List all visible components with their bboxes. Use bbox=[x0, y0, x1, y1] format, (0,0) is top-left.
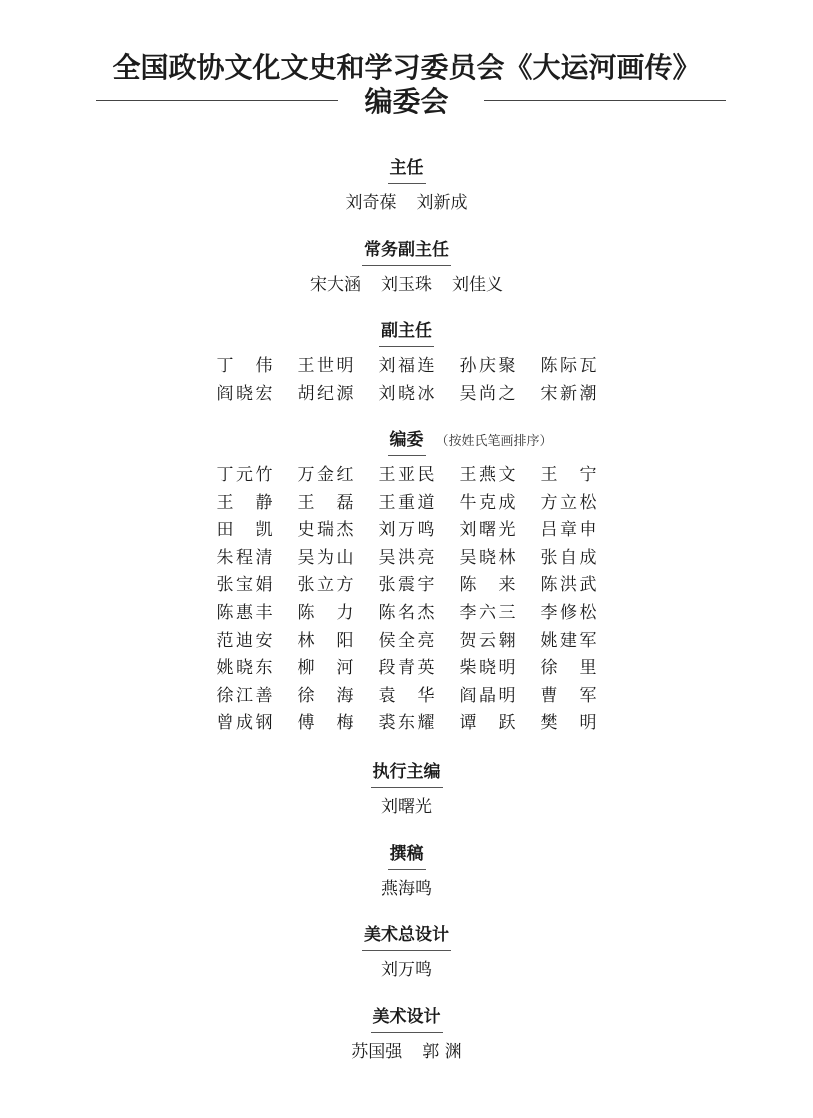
name-row bbox=[0, 1039, 813, 1067]
name-row bbox=[217, 655, 597, 683]
name: 王重道 bbox=[378, 492, 435, 513]
name: 王燕文 bbox=[459, 465, 516, 485]
page-title: 全国政协文化文史和学习委员会《大运河画传》 bbox=[112, 51, 701, 84]
name-row bbox=[217, 600, 597, 628]
name: 侯全亮 bbox=[378, 630, 435, 651]
name: 陈名杰 bbox=[378, 602, 435, 623]
name: 郭 渊 bbox=[422, 1042, 462, 1062]
name: 苏国强 bbox=[351, 1042, 403, 1062]
name: 段青英 bbox=[378, 658, 435, 679]
name: 谭 跃 bbox=[459, 713, 516, 734]
name-row bbox=[217, 710, 597, 738]
name: 牛克成 bbox=[459, 492, 516, 513]
section-heading bbox=[388, 428, 553, 456]
name: 傅 梅 bbox=[297, 713, 354, 734]
name: 万金红 bbox=[297, 465, 354, 485]
name: 吴洪亮 bbox=[378, 547, 435, 568]
sort-note: （按姓氏笔画排序） bbox=[435, 434, 553, 449]
section-editorial-board bbox=[0, 428, 813, 738]
name: 王 宁 bbox=[540, 465, 597, 485]
name: 张立方 bbox=[297, 575, 354, 596]
section-heading: 美术设计 bbox=[371, 1005, 443, 1033]
name: 徐 里 bbox=[540, 658, 597, 679]
section-art-director bbox=[0, 923, 813, 985]
name: 王 静 bbox=[216, 492, 273, 513]
name-row bbox=[0, 794, 813, 822]
name-row bbox=[217, 572, 597, 600]
section-director bbox=[0, 156, 813, 218]
section-heading: 执行主编 bbox=[371, 760, 443, 788]
name: 张自成 bbox=[540, 547, 597, 568]
name: 陈洪武 bbox=[540, 575, 597, 596]
name: 阎晶明 bbox=[459, 685, 516, 706]
name: 柳 河 bbox=[297, 658, 354, 679]
section-heading: 撰稿 bbox=[388, 842, 426, 870]
name: 贺云翱 bbox=[459, 630, 516, 651]
name: 刘万鸣 bbox=[378, 520, 435, 541]
name: 刘佳义 bbox=[452, 275, 503, 295]
name: 刘曙光 bbox=[459, 520, 516, 541]
section-executive-editor bbox=[0, 760, 813, 822]
name: 范迪安 bbox=[216, 630, 273, 651]
name-row bbox=[217, 353, 597, 381]
name-row bbox=[217, 545, 597, 573]
name: 孙庆聚 bbox=[459, 356, 516, 376]
name: 刘晓冰 bbox=[378, 383, 435, 404]
name-row bbox=[217, 517, 597, 545]
name: 吕章申 bbox=[540, 520, 597, 541]
name: 张宝娟 bbox=[216, 575, 273, 596]
name: 田 凯 bbox=[216, 520, 273, 541]
name: 刘福连 bbox=[378, 356, 435, 376]
name-row bbox=[0, 190, 813, 218]
name: 阎晓宏 bbox=[216, 383, 273, 404]
name: 陈 来 bbox=[459, 575, 516, 596]
name: 樊 明 bbox=[540, 713, 597, 734]
name-row bbox=[217, 381, 597, 409]
name: 姚建军 bbox=[540, 630, 597, 651]
name: 李修松 bbox=[540, 602, 597, 623]
name: 丁元竹 bbox=[216, 465, 273, 485]
name: 宋新潮 bbox=[540, 383, 597, 404]
section-heading: 主任 bbox=[388, 156, 426, 184]
name: 柴晓明 bbox=[459, 658, 516, 679]
name: 王世明 bbox=[297, 356, 354, 376]
name-row bbox=[217, 683, 597, 711]
name: 吴尚之 bbox=[459, 383, 516, 404]
name: 刘奇葆 bbox=[345, 193, 397, 213]
name: 吴为山 bbox=[297, 547, 354, 568]
name: 陈际瓦 bbox=[540, 356, 597, 376]
name: 宋大涵 bbox=[310, 275, 361, 295]
name: 徐江善 bbox=[216, 685, 273, 706]
name-row bbox=[217, 462, 597, 490]
name: 刘新成 bbox=[416, 193, 468, 213]
name: 姚晓东 bbox=[216, 658, 273, 679]
name: 徐 海 bbox=[297, 685, 354, 706]
section-deputy-director bbox=[0, 319, 813, 408]
section-writer bbox=[0, 842, 813, 904]
name-row bbox=[0, 957, 813, 985]
name: 陈 力 bbox=[297, 602, 354, 623]
name: 丁 伟 bbox=[216, 356, 273, 376]
section-heading-label: 编委 bbox=[389, 430, 424, 450]
section-heading: 副主任 bbox=[379, 319, 434, 347]
section-executive-deputy-director bbox=[0, 238, 813, 300]
name: 刘曙光 bbox=[381, 797, 432, 817]
name: 燕海鸣 bbox=[381, 879, 432, 899]
name-row bbox=[217, 490, 597, 518]
name: 刘玉珠 bbox=[381, 275, 432, 295]
name: 刘万鸣 bbox=[381, 960, 432, 980]
name: 方立松 bbox=[540, 492, 597, 513]
name: 袁 华 bbox=[378, 685, 435, 706]
name: 曾成钢 bbox=[216, 713, 273, 734]
name-row bbox=[0, 272, 813, 300]
name: 张震宇 bbox=[378, 575, 435, 596]
name: 朱程清 bbox=[216, 547, 273, 568]
section-heading: 常务副主任 bbox=[362, 238, 451, 266]
section-art-design bbox=[0, 1005, 813, 1067]
section-heading: 美术总设计 bbox=[362, 923, 451, 951]
name: 林 阳 bbox=[297, 630, 354, 651]
name: 王 磊 bbox=[297, 492, 354, 513]
name: 曹 军 bbox=[540, 685, 597, 706]
name: 李六三 bbox=[459, 602, 516, 623]
name: 陈惠丰 bbox=[216, 602, 273, 623]
name: 胡纪源 bbox=[297, 383, 354, 404]
name: 王亚民 bbox=[378, 465, 435, 485]
page-subtitle: 编委会 bbox=[364, 85, 449, 118]
name-row bbox=[0, 876, 813, 904]
name: 史瑞杰 bbox=[297, 520, 354, 541]
name: 吴晓林 bbox=[459, 547, 516, 568]
name: 裘东耀 bbox=[378, 713, 435, 734]
name-row bbox=[217, 628, 597, 656]
